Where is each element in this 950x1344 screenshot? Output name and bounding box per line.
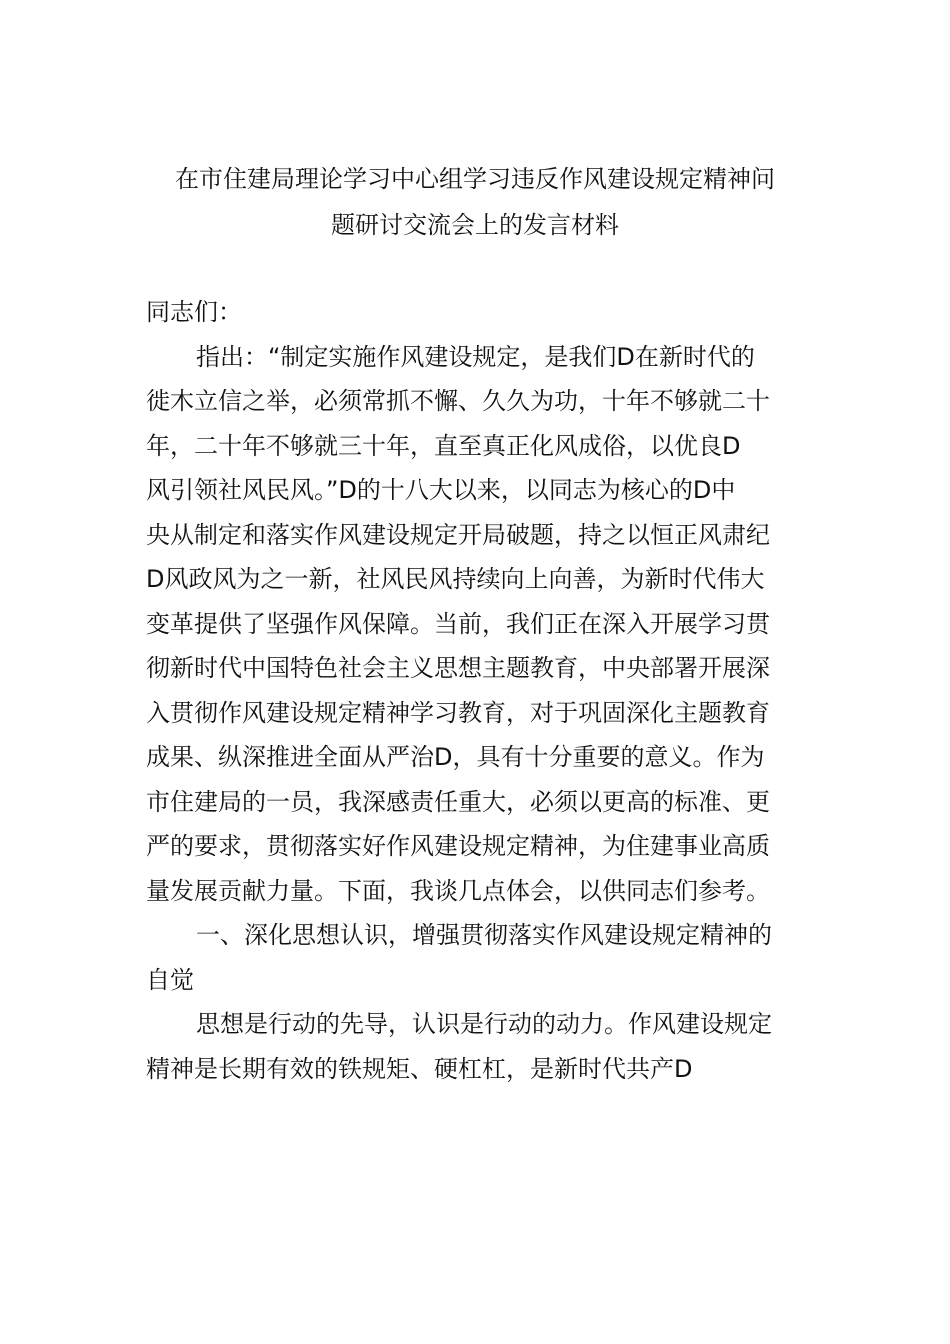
section-heading-line: 自觉	[146, 965, 194, 994]
paragraph-line: 思想是行动的先导，认识是行动的动力。作风建设规定	[196, 1010, 772, 1038]
title-line-2: 题研讨交流会上的发言材料	[331, 211, 619, 239]
paragraph-line: 严的要求，贯彻落实好作风建设规定精神，为住建事业高质	[146, 832, 770, 860]
paragraph-line: 量发展贡献力量。下面，我谈几点体会，以供同志们参考。	[146, 876, 770, 905]
paragraph-line: 指出：“制定实施作风建设规定，是我们D在新时代的	[196, 342, 755, 371]
paragraph-line: 风引领社风民风。”D的十八大以来，以同志为核心的D中	[146, 476, 736, 504]
salutation: 同志们：	[146, 298, 242, 326]
paragraph-line: 央从制定和落实作风建设规定开局破题，持之以恒正风肃纪	[146, 520, 770, 549]
document-title	[130, 156, 820, 248]
title-line-1: 在市住建局理论学习中心组学习违反作风建设规定精神问	[175, 165, 775, 193]
paragraph-line: 变革提供了坚强作风保障。当前，我们正在深入开展学习贯	[146, 609, 770, 638]
paragraph-line: 彻新时代中国特色社会主义思想主题教育，中央部署开展深	[146, 654, 770, 682]
paragraph-line: 成果、纵深推进全面从严治D，具有十分重要的意义。作为	[146, 743, 765, 771]
paragraph-line: 市住建局的一员，我深感责任重大，必须以更高的标准、更	[146, 787, 770, 816]
paragraph-line: 入贯彻作风建设规定精神学习教育，对于巩固深化主题教育	[146, 698, 770, 727]
paragraph-line: 徙木立信之举，必须常抓不懈、久久为功，十年不够就二十	[146, 387, 770, 415]
paragraph-line: D风政风为之一新，社风民风持续向上向善，为新时代伟大	[146, 565, 765, 593]
paragraph-line: 精神是长期有效的铁规矩、硬杠杠，是新时代共产D	[146, 1054, 693, 1083]
paragraph-line: 年，二十年不够就三十年，直至真正化风成俗，以优良D	[146, 431, 741, 460]
document-body	[146, 290, 810, 1091]
section-heading-line: 一、深化思想认识，增强贯彻落实作风建设规定精神的	[196, 921, 772, 949]
